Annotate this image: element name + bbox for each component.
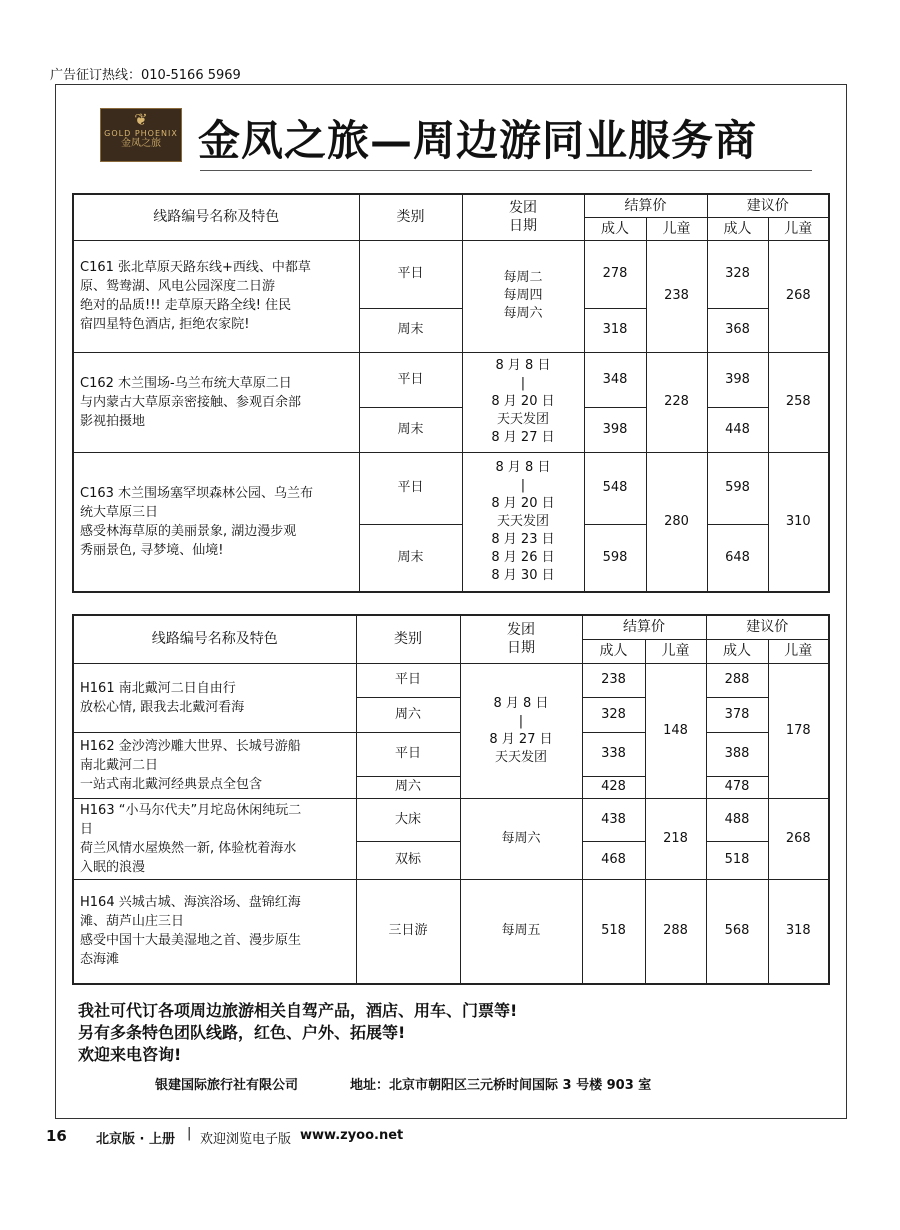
header-adult: 成人 xyxy=(584,217,646,240)
route-h163-desc xyxy=(73,798,356,879)
suggest-adult: 648 xyxy=(707,524,768,592)
note-line: 我社可代订各项周边旅游相关自驾产品，酒店、用车、门票等! xyxy=(78,1001,518,1020)
header-adult: 成人 xyxy=(582,639,645,663)
suggest-adult: 368 xyxy=(707,308,768,352)
header-depart-line: 发团 xyxy=(507,622,535,639)
desc-line: 秀丽景色, 寻梦境、仙境! xyxy=(80,542,224,558)
settle-adult: 468 xyxy=(582,841,645,879)
desc-line: H162 金沙湾沙雕大世界、长城号游船 xyxy=(80,738,301,754)
settle-adult: 338 xyxy=(582,732,645,776)
title-divider xyxy=(200,170,812,171)
date-line: 8 月 30 日 xyxy=(491,567,555,583)
desc-line: 滩、葫芦山庄三日 xyxy=(80,914,185,930)
suggest-child: 178 xyxy=(768,663,829,798)
company-name: 银建国际旅行社有限公司 xyxy=(155,1078,299,1093)
date-line: 8 月 27 日 xyxy=(489,731,553,747)
date-line: | xyxy=(520,376,526,391)
header-depart-line: 日期 xyxy=(509,218,537,235)
suggest-adult: 328 xyxy=(707,240,768,308)
header-child: 儿童 xyxy=(646,217,707,240)
suggest-child: 310 xyxy=(768,452,829,592)
suggest-child: 318 xyxy=(768,879,829,984)
desc-line: H163 “小马尔代夫”月坨岛休闲纯玩二 xyxy=(80,802,302,818)
settle-child: 228 xyxy=(646,352,707,452)
desc-line: 态海滩 xyxy=(80,952,120,968)
settle-adult: 398 xyxy=(584,407,646,452)
route-h161-desc xyxy=(73,663,356,732)
header-route: 线路编号名称及特色 xyxy=(73,615,356,663)
header-depart xyxy=(462,194,584,240)
header-adult: 成人 xyxy=(707,217,768,240)
header-depart-line: 发团 xyxy=(509,200,537,217)
depart-dates xyxy=(462,352,584,452)
depart-dates: 每周六 xyxy=(460,798,582,879)
date-line: | xyxy=(518,713,524,729)
settle-adult: 598 xyxy=(584,524,646,592)
date-line: 每周四 xyxy=(503,288,543,303)
category-cell: 大床 xyxy=(356,798,460,841)
suggest-adult: 388 xyxy=(706,732,768,776)
settle-adult: 348 xyxy=(584,352,646,407)
desc-line: C161 张北草原天路东线+西线、中都草 xyxy=(80,260,311,275)
settle-child: 148 xyxy=(645,663,706,798)
settle-adult: 438 xyxy=(582,798,645,841)
date-line: 8 月 23 日 xyxy=(491,531,555,547)
suggest-child: 268 xyxy=(768,240,829,352)
suggest-adult: 398 xyxy=(707,352,768,407)
date-line: 8 月 20 日 xyxy=(491,394,555,409)
date-line: 8 月 20 日 xyxy=(491,495,555,511)
suggest-adult: 598 xyxy=(707,452,768,524)
date-line: 天天发团 xyxy=(494,749,547,765)
header-settle-price: 结算价 xyxy=(584,194,707,217)
settle-adult: 548 xyxy=(584,452,646,524)
logo-en: GOLD PHOENIX xyxy=(104,129,178,138)
note-line: 另有多条特色团队线路，红色、户外、拓展等! xyxy=(78,1023,406,1042)
category-cell: 平日 xyxy=(359,240,462,308)
category-cell: 周末 xyxy=(359,308,462,352)
header-child: 儿童 xyxy=(645,639,706,663)
edition-label: 北京版 · 上册 xyxy=(96,1132,175,1147)
category-cell: 平日 xyxy=(359,352,462,407)
desc-line: 统大草原三日 xyxy=(80,504,159,520)
header-settle-price: 结算价 xyxy=(582,615,706,639)
logo-cn: 金凤之旅 xyxy=(121,138,161,149)
company-address: 地址：北京市朝阳区三元桥时间国际 3 号楼 903 室 xyxy=(350,1078,652,1093)
date-line: 天天发团 xyxy=(496,412,549,427)
suggest-adult: 488 xyxy=(706,798,768,841)
settle-adult: 428 xyxy=(582,776,645,798)
suggest-adult: 378 xyxy=(706,697,768,732)
gold-phoenix-logo xyxy=(100,108,182,162)
settle-adult: 318 xyxy=(584,308,646,352)
suggest-child: 268 xyxy=(768,798,829,879)
browse-text: 欢迎浏览电子版 xyxy=(200,1132,292,1147)
page-number: 16 xyxy=(46,1127,67,1145)
suggest-child: 258 xyxy=(768,352,829,452)
category-cell: 平日 xyxy=(356,732,460,776)
desc-line: 原、鸳鸯湖、风电公园深度二日游 xyxy=(80,279,276,294)
ad-hotline: 广告征订热线：010-5166 5969 xyxy=(50,68,241,83)
settle-adult: 518 xyxy=(582,879,645,984)
desc-line: 荷兰风情水屋焕然一新, 体验枕着海水 xyxy=(80,840,297,856)
settle-child: 288 xyxy=(645,879,706,984)
header-adult: 成人 xyxy=(706,639,768,663)
page-title: 金凤之旅—周边游同业服务商 xyxy=(198,116,758,165)
date-line: 天天发团 xyxy=(496,513,549,529)
date-line: 8 月 8 日 xyxy=(495,358,551,373)
depart-dates: 每周五 xyxy=(460,879,582,984)
route-h162-desc xyxy=(73,732,356,798)
date-line: 8 月 26 日 xyxy=(491,549,555,565)
settle-child: 280 xyxy=(646,452,707,592)
desc-line: 一站式南北戴河经典景点全包含 xyxy=(80,776,263,792)
settle-child: 238 xyxy=(646,240,707,352)
website-link[interactable]: www.zyoo.net xyxy=(300,1128,404,1143)
route-c162-desc xyxy=(73,352,359,452)
footer-separator: | xyxy=(187,1126,192,1141)
header-category: 类别 xyxy=(359,194,462,240)
header-category: 类别 xyxy=(356,615,460,663)
desc-line: 感受中国十大最美湿地之首、漫步原生 xyxy=(80,933,302,949)
phoenix-icon: ❦ xyxy=(134,110,148,129)
price-table-h-series xyxy=(72,614,830,985)
date-line: 每周六 xyxy=(503,306,543,321)
price-table-c-series xyxy=(72,193,830,593)
settle-adult: 278 xyxy=(584,240,646,308)
desc-line: 放松心情, 跟我去北戴河看海 xyxy=(80,699,245,715)
date-line: 8 月 8 日 xyxy=(495,459,551,475)
desc-line: H164 兴城古城、海滨浴场、盘锦红海 xyxy=(80,895,301,911)
settle-child: 218 xyxy=(645,798,706,879)
header-suggest-price: 建议价 xyxy=(706,615,829,639)
desc-line: 宿四星特色酒店, 拒绝农家院! xyxy=(80,317,250,332)
category-cell: 三日游 xyxy=(356,879,460,984)
route-c163-desc xyxy=(73,452,359,592)
date-line: 每周二 xyxy=(503,270,543,285)
route-h164-desc xyxy=(73,879,356,984)
header-depart xyxy=(460,615,582,663)
desc-line: C162 木兰围场-乌兰布统大草原二日 xyxy=(80,375,292,391)
desc-line: 日 xyxy=(80,821,94,837)
settle-adult: 328 xyxy=(582,697,645,732)
category-cell: 双标 xyxy=(356,841,460,879)
category-cell: 平日 xyxy=(359,452,462,524)
suggest-adult: 518 xyxy=(706,841,768,879)
suggest-adult: 568 xyxy=(706,879,768,984)
depart-dates xyxy=(462,452,584,592)
desc-line: 感受林海草原的美丽景象, 湖边漫步观 xyxy=(80,523,297,539)
header-child: 儿童 xyxy=(768,217,829,240)
header-route: 线路编号名称及特色 xyxy=(73,194,359,240)
header-suggest-price: 建议价 xyxy=(707,194,829,217)
desc-line: 绝对的品质!!! 走草原天路全线! 住民 xyxy=(80,298,292,313)
category-cell: 周末 xyxy=(359,407,462,452)
settle-adult: 238 xyxy=(582,663,645,697)
desc-line: 南北戴河二日 xyxy=(80,757,159,773)
suggest-adult: 478 xyxy=(706,776,768,798)
route-c161-desc xyxy=(73,240,359,352)
category-cell: 平日 xyxy=(356,663,460,697)
date-line: | xyxy=(520,477,526,493)
desc-line: C163 木兰围场塞罕坝森林公园、乌兰布 xyxy=(80,485,314,501)
category-cell: 周六 xyxy=(356,697,460,732)
header-child: 儿童 xyxy=(768,639,829,663)
date-line: 8 月 27 日 xyxy=(491,430,555,445)
desc-line: H161 南北戴河二日自由行 xyxy=(80,680,236,696)
service-notes xyxy=(78,1000,517,1066)
suggest-adult: 288 xyxy=(706,663,768,697)
depart-dates xyxy=(460,663,582,798)
category-cell: 周六 xyxy=(356,776,460,798)
desc-line: 影视拍摄地 xyxy=(80,413,146,429)
note-line: 欢迎来电咨询! xyxy=(78,1045,182,1064)
category-cell: 周末 xyxy=(359,524,462,592)
depart-dates xyxy=(462,240,584,352)
date-line: 8 月 8 日 xyxy=(493,695,549,711)
suggest-adult: 448 xyxy=(707,407,768,452)
desc-line: 入眠的浪漫 xyxy=(80,859,146,875)
desc-line: 与内蒙古大草原亲密接触、参观百余部 xyxy=(80,394,302,410)
header-depart-line: 日期 xyxy=(507,640,535,657)
